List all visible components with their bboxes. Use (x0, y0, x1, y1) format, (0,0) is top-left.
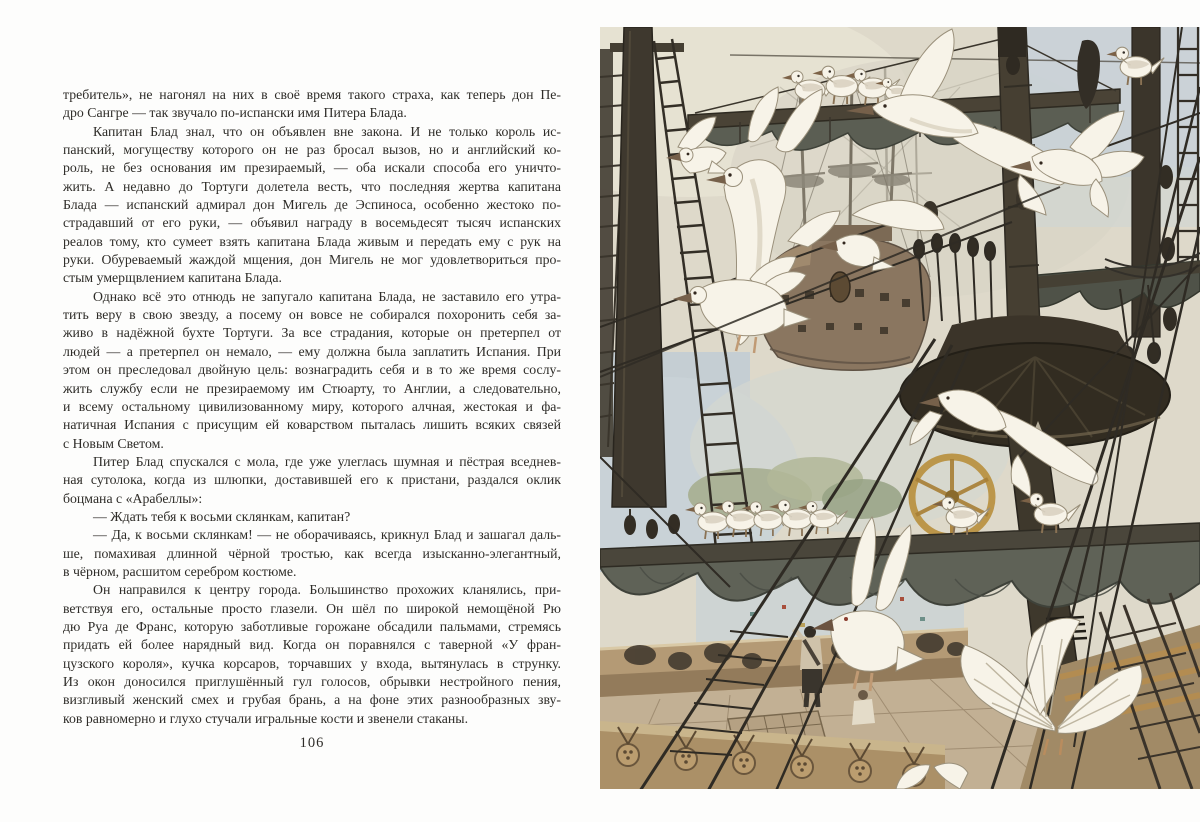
text-line: — Ждать тебя к восьми склянкам, капитан? (93, 508, 351, 524)
text-line: жить. А недавно до Тортуги долетела весть, что последняя жертва капитана (63, 178, 561, 194)
text-line: ветствуя его, остальные просто глазели. Он шёл по широкой немощёной Рю (63, 600, 561, 616)
text-line: людей — а претерпел он немало, — ему должна была заплатить Испания. При (63, 343, 561, 359)
text-line: роль, не без основания им презираемый, — оба искали способа его уничто- (63, 160, 561, 176)
text-line: требитель», не нагонял на них в своё время такого страха, как теперь дон Пе- (63, 87, 561, 102)
text-line: дю Руа де Франс, которую заботливые горожане обсадили пальмами, стремясь (63, 618, 561, 634)
text-line: и всему остальному цивилизованному миру, которого алчная, жестокая и фа- (63, 398, 561, 414)
text-line: дро Сангре — так звучало по-испански имя Питера Блада. (63, 105, 407, 121)
text-line: жить службу если не презираемому им Стюарту, то Англии, а следовательно, (63, 380, 561, 396)
text-line: в чёрном, расшитом серебром костюме. (63, 563, 297, 579)
text-line: живо в надёжной бухте Тортуги. За все страдания, которые он претерпел от (63, 325, 561, 341)
text-line: Из окон доносился приглушённый гул голосов, обрывки нестройного пения, (63, 674, 561, 689)
text-line: панский, могуществу которого он не раз бросал вызов, но и английский ко- (63, 142, 561, 158)
text-line: цузского короля», кучка корсаров, торчавших у входа, вытянулась в струнку. (63, 655, 561, 671)
text-line: Капитан Блад знал, что он объявлен вне закона. И не только король ис- (93, 123, 561, 139)
text-line: визгливый женский смех и грубая брань, а на фоне этих разнообразных зву- (63, 692, 561, 708)
text-line: Однако всё это отнюдь не запугало капитана Блада, не заставило его утра- (93, 288, 561, 304)
text-line: ная сутолока, когда из шлюпки, доставившей его к пристани, раздался оклик (63, 472, 561, 488)
text-line: ше, помахивая длинной чёрной тростью, как всегда изысканно-элегантный, (63, 545, 561, 561)
text-block (63, 86, 561, 728)
text-line: Он направился к центру города. Большинство прохожих кланялись, при- (93, 582, 561, 598)
text-line: Блада — испанский адмирал дон Мигель де Эспиноса, особенно жестоко по- (63, 197, 561, 213)
text-line: страдавший от его руки, — объявил награду в восемьдесят тысяч испанских (63, 215, 561, 231)
text-line: стым умерщвлением капитана Блада. (63, 270, 282, 286)
text-line: ков равномерно и глухо стучали игральные кости и звенели стаканы. (63, 710, 469, 726)
text-line: Питер Блад спускался с мола, где уже улеглась шумная и пёстрая вседнев- (93, 453, 561, 469)
text-line: боцмана с «Арабеллы»: (63, 490, 203, 506)
text-line: натичная Испания с присущим ей коварством пыталась лишить всяких связей (63, 417, 561, 433)
text-line: придать ей более нарядный вид. Когда он поравнялся с таверной «У фран- (63, 637, 561, 653)
text-line: тить веру в свою звезду, а посему он вовсе не собирался похоронить себя за- (63, 307, 561, 323)
text-line: — Да, к восьми склянкам! — не оборачиваясь, крикнул Блад и зашагал даль- (93, 527, 561, 543)
text-line: руки. Обуреваемый жаждой мщения, дон Мигель не мог удовлетвориться про- (63, 252, 561, 268)
harbor-gulls-illustration (600, 27, 1200, 789)
text-line: реалов тому, кто сумеет взять капитана Блада живым и передать ему с рук на (63, 233, 561, 249)
illustration-page (600, 27, 1200, 789)
text-line: с Новым Светом. (63, 435, 164, 451)
page-number: 106 (299, 735, 325, 751)
text-line: этом он преследовал двойную цель: вознаградить себя и в то же время сослу- (63, 362, 561, 378)
